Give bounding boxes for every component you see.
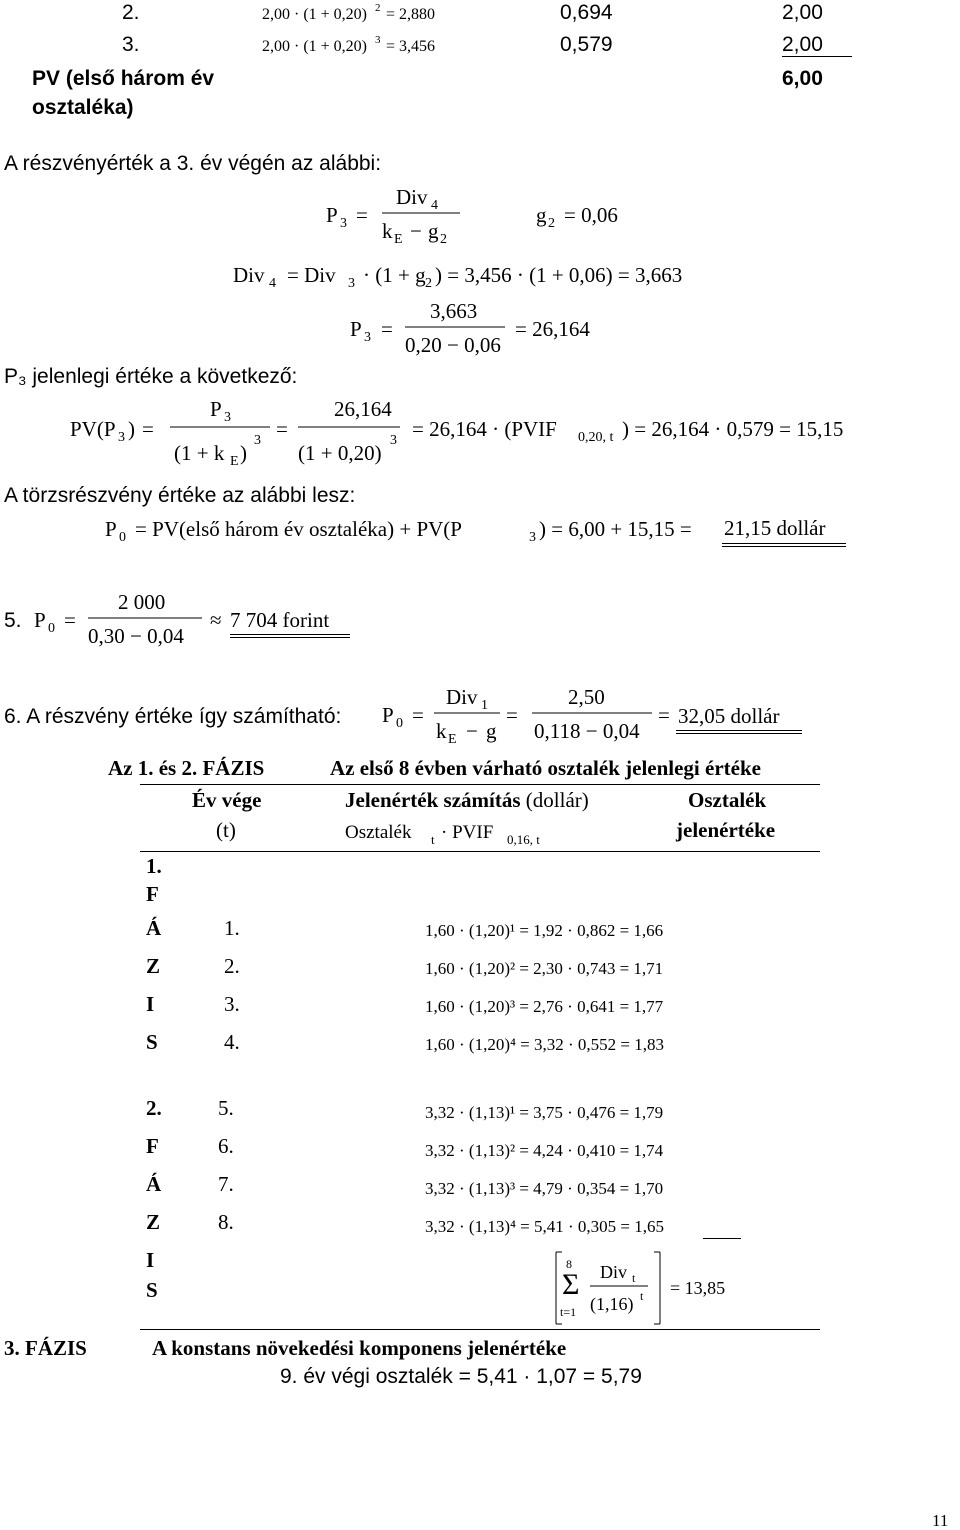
col-year-sub: (t) — [216, 818, 236, 842]
sum-formula — [548, 1248, 748, 1330]
phase2-letter-4: Z — [146, 1210, 161, 1234]
svg-text:E: E — [448, 732, 457, 747]
svg-text:2,50: 2,50 — [568, 685, 605, 709]
year-5: 5. — [218, 1096, 234, 1120]
svg-text:0,30 − 0,04: 0,30 − 0,04 — [88, 624, 184, 648]
svg-text:Σ: Σ — [562, 1268, 580, 1301]
svg-text:0,20 − 0,06: 0,20 − 0,06 — [405, 333, 501, 357]
svg-text:= Div: = Div — [287, 263, 336, 287]
svg-text:): ) — [128, 417, 135, 441]
pv-label-line2: osztaléka) — [32, 96, 134, 119]
svg-text:k: k — [436, 719, 447, 743]
div4-formula — [225, 258, 735, 292]
svg-text:1: 1 — [481, 698, 488, 713]
svg-text:0: 0 — [48, 621, 55, 636]
svg-text:−: − — [410, 219, 422, 243]
svg-text:−: − — [466, 719, 478, 743]
svg-text:3: 3 — [529, 530, 536, 545]
svg-text:0,16, t: 0,16, t — [507, 832, 540, 847]
col-year-header: Év vége — [192, 788, 262, 812]
svg-text:=: = — [142, 417, 154, 441]
svg-text:3: 3 — [348, 276, 355, 291]
svg-text:2: 2 — [375, 2, 381, 14]
pv-p3-formula — [70, 394, 930, 478]
svg-text:2,00 · (1 + 0,20): 2,00 · (1 + 0,20) — [262, 38, 368, 55]
q5-result-underline — [230, 634, 350, 638]
pv-underline — [782, 56, 852, 57]
q5-label: 5. — [4, 609, 22, 632]
col-calc-formula — [345, 816, 585, 850]
phase2-letter-6: S — [146, 1278, 158, 1302]
svg-text:= 13,85: = 13,85 — [670, 1278, 726, 1298]
svg-text:) = 3,456 · (1 + 0,06) = 3,663: ) = 3,456 · (1 + 0,06) = 3,663 — [435, 263, 683, 287]
svg-text:0,20, t: 0,20, t — [578, 430, 614, 445]
svg-text:4: 4 — [269, 276, 276, 291]
svg-text:≈: ≈ — [210, 608, 222, 632]
svg-text:P: P — [326, 203, 338, 227]
col-calc-unit: (dollár) — [525, 788, 589, 812]
svg-text:) = 26,164 · 0,579 = 15,15: ) = 26,164 · 0,579 = 15,15 — [622, 417, 844, 441]
phase1-letter-5: I — [146, 992, 155, 1016]
p3-present-label-text: P₃ jelenlegi értéke a következő: — [4, 365, 298, 388]
phase1-letter-3: Á — [146, 916, 162, 940]
svg-text:0,118 − 0,04: 0,118 − 0,04 — [534, 719, 640, 743]
table-title-rule — [140, 784, 820, 785]
svg-text:t=1: t=1 — [560, 1305, 577, 1319]
row-2-number: 2. — [122, 1, 140, 24]
svg-text:= 2,880: = 2,880 — [386, 6, 436, 23]
q6-result-underline — [676, 730, 802, 734]
svg-text:= PV(első három év osztaléka): = PV(első három év osztaléka) + PV(P — [135, 517, 462, 541]
svg-text:= 26,164 · (PVIF: = 26,164 · (PVIF — [412, 417, 557, 441]
table-header-rule — [140, 851, 820, 852]
torzs-label: A törzsrészvény értéke az alábbi lesz: — [4, 484, 356, 507]
svg-text:P: P — [382, 703, 394, 727]
svg-text:4: 4 — [431, 198, 438, 213]
svg-text:· PVIF: · PVIF — [441, 822, 494, 843]
q6-result: 32,05 dollár — [678, 704, 780, 728]
svg-text:0: 0 — [119, 530, 126, 545]
svg-text:t: t — [640, 1289, 644, 1303]
svg-text:P: P — [210, 397, 222, 421]
svg-text:3: 3 — [340, 216, 347, 231]
q6-formula — [382, 680, 702, 750]
year-1: 1. — [224, 916, 240, 940]
p3-formula — [318, 180, 678, 260]
svg-text:(1 + k: (1 + k — [174, 441, 225, 465]
col-pv-header-1: Osztalék — [688, 788, 767, 812]
svg-text:=: = — [412, 703, 424, 727]
row-2-formula-render — [262, 2, 462, 24]
table-bottom-rule — [140, 1329, 820, 1330]
svg-text:3: 3 — [224, 410, 231, 425]
phase2-letter-1: 2. — [146, 1096, 162, 1120]
svg-text:P: P — [105, 517, 117, 541]
svg-text:P: P — [350, 317, 362, 341]
svg-text:Div: Div — [446, 685, 478, 709]
svg-text:3,663: 3,663 — [430, 299, 478, 323]
p0-result: 21,15 dollár — [724, 516, 826, 540]
row-2-pv: 2,00 — [782, 1, 823, 24]
phase12-header: Az 1. és 2. FÁZIS — [108, 756, 265, 780]
col-calc-header — [345, 790, 589, 811]
svg-text:2 000: 2 000 — [118, 590, 166, 614]
svg-text:Osztalék: Osztalék — [345, 822, 412, 843]
svg-text:Div: Div — [233, 263, 265, 287]
phase3-title: A konstans növekedési komponens jelenértéke — [152, 1336, 567, 1360]
phase3-label: 3. FÁZIS — [4, 1336, 87, 1360]
svg-text:=: = — [276, 417, 288, 441]
calc-row-1: 1,60 · (1,20)¹ = 1,92 · 0,862 = 1,66 — [425, 921, 664, 940]
calc-row-8: 3,32 · (1,13)⁴ = 5,41 · 0,305 = 1,65 — [425, 1217, 664, 1236]
svg-text:k: k — [382, 219, 393, 243]
svg-text:3: 3 — [375, 34, 381, 46]
svg-text:PV(P: PV(P — [70, 417, 116, 441]
svg-text:2,00 · (1 + 0,20): 2,00 · (1 + 0,20) — [262, 6, 368, 23]
calc-row-4: 1,60 · (1,20)⁴ = 3,32 · 0,552 = 1,83 — [425, 1035, 664, 1054]
svg-text:g: g — [536, 203, 547, 227]
year-7: 7. — [218, 1172, 234, 1196]
row-3-factor: 0,579 — [560, 33, 613, 56]
p3-value — [345, 294, 615, 364]
row-3-formula — [262, 34, 462, 60]
svg-text:E: E — [230, 454, 239, 469]
row-2-formula — [262, 2, 462, 28]
svg-text:=: = — [356, 203, 368, 227]
calc-row-5: 3,32 · (1,13)¹ = 3,75 · 0,476 = 1,79 — [425, 1103, 664, 1122]
year-3: 3. — [224, 992, 240, 1016]
svg-text:=: = — [658, 703, 670, 727]
row-2-factor: 0,694 — [560, 1, 613, 24]
row-3-formula-render — [262, 34, 462, 56]
svg-text:g: g — [486, 719, 497, 743]
year-8: 8. — [218, 1210, 234, 1234]
calc-row-2: 1,60 · (1,20)² = 2,30 · 0,743 = 1,71 — [425, 959, 664, 978]
svg-text:=: = — [64, 608, 76, 632]
calc-row-7: 3,32 · (1,13)³ = 4,79 · 0,354 = 1,70 — [425, 1179, 664, 1198]
phase1-letter-1: 1. — [146, 854, 162, 878]
svg-text:Div: Div — [396, 185, 428, 209]
svg-text:2: 2 — [440, 232, 447, 247]
svg-text:P: P — [34, 608, 46, 632]
svg-text:8: 8 — [566, 1257, 572, 1271]
svg-text:3: 3 — [254, 433, 261, 448]
year-6: 6. — [218, 1134, 234, 1158]
table-title: Az első 8 évben várható osztalék jelenlegi értéke — [330, 756, 761, 780]
p3-present-label — [4, 366, 297, 387]
calc-row-3: 1,60 · (1,20)³ = 2,76 · 0,641 = 1,77 — [425, 997, 664, 1016]
calc-row-6: 3,32 · (1,13)² = 4,24 · 0,410 = 1,74 — [425, 1141, 664, 1160]
svg-text:3: 3 — [118, 430, 125, 445]
final-pv-underline — [703, 1238, 741, 1239]
svg-text:t: t — [632, 1271, 636, 1285]
phase3-formula: 9. év végi osztalék = 5,41 · 1,07 = 5,79 — [280, 1365, 642, 1388]
pv-label-line1: PV (első három év — [32, 67, 215, 90]
svg-text:3: 3 — [364, 330, 371, 345]
col-pv-header-2: jelenértéke — [676, 818, 776, 842]
phase2-letter-3: Á — [146, 1172, 162, 1196]
phase1-letter-2: F — [146, 882, 159, 906]
year-2: 2. — [224, 954, 240, 978]
intro-p3: A részvényérték a 3. év végén az alábbi: — [4, 152, 382, 175]
svg-text:3: 3 — [390, 433, 397, 448]
col-calc-title: Jelenérték számítás — [345, 788, 521, 812]
svg-text:): ) — [240, 441, 247, 465]
phase1-letter-4: Z — [146, 954, 161, 978]
phase2-letter-5: I — [146, 1248, 155, 1272]
p0-result-underline — [722, 543, 846, 547]
svg-text:= 3,456: = 3,456 — [386, 38, 436, 55]
svg-text:(1,16): (1,16) — [590, 1294, 634, 1314]
svg-text:) = 6,00 + 15,15 =: ) = 6,00 + 15,15 = — [539, 517, 692, 541]
svg-text:0: 0 — [396, 716, 403, 731]
svg-text:2: 2 — [548, 216, 555, 231]
svg-text:2: 2 — [425, 276, 432, 291]
svg-text:26,164: 26,164 — [334, 397, 392, 421]
q5-result: 7 704 forint — [230, 608, 330, 632]
svg-text:g: g — [428, 219, 439, 243]
svg-text:=: = — [506, 703, 518, 727]
svg-text:=: = — [381, 317, 393, 341]
q6-label: 6. A részvény értéke így számítható: — [4, 705, 342, 728]
row-3-number: 3. — [122, 33, 140, 56]
svg-text:t: t — [431, 832, 435, 847]
year-4: 4. — [224, 1030, 240, 1054]
page-number: 11 — [932, 1511, 949, 1530]
svg-text:(1 + 0,20): (1 + 0,20) — [298, 441, 382, 465]
row-3-pv: 2,00 — [782, 33, 823, 56]
phase1-letter-6: S — [146, 1030, 158, 1054]
svg-text:Div: Div — [600, 1262, 627, 1282]
svg-text:· (1 + g: · (1 + g — [363, 263, 426, 287]
phase2-letter-2: F — [146, 1134, 159, 1158]
svg-text:= 0,06: = 0,06 — [564, 203, 618, 227]
pv-total: 6,00 — [782, 67, 823, 90]
svg-text:= 26,164: = 26,164 — [515, 317, 590, 341]
svg-text:E: E — [394, 232, 403, 247]
